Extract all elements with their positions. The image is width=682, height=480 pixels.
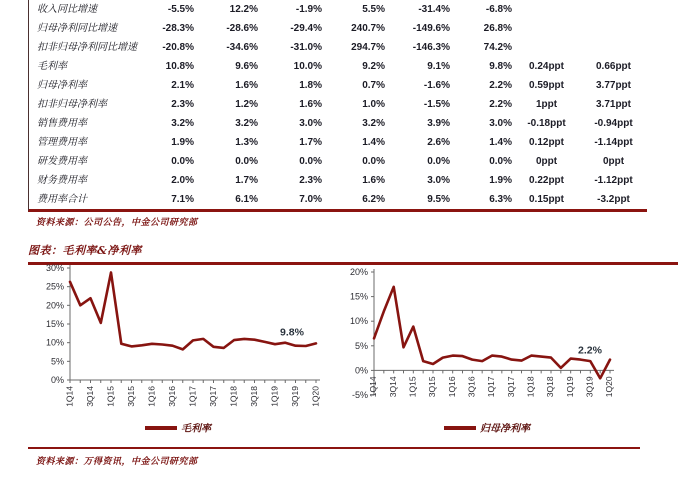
table-cell: 1.8% (299, 80, 322, 91)
table-cell: 240.7% (351, 23, 385, 34)
table-cell: -20.8% (162, 42, 194, 53)
table-cell: -149.6% (412, 23, 450, 34)
table-row (29, 95, 647, 114)
table-cell: 1.4% (489, 137, 512, 148)
y-tick-label: 5% (50, 356, 64, 367)
x-tick-label: 3Q18 (248, 386, 259, 407)
table-cell: 9.6% (235, 61, 258, 72)
x-tick-label: 3Q15 (427, 376, 438, 398)
charts-source-note: 资料来源：万得资讯，中金公司研究部 (36, 457, 198, 467)
legend-label: 毛利率 (181, 423, 211, 435)
x-tick-label: 1Q14 (368, 376, 379, 398)
table-cell: -34.6% (226, 42, 258, 53)
x-tick-label: 3Q14 (84, 386, 95, 407)
table-cell: 1.7% (299, 137, 322, 148)
legend-label: 归母净利率 (480, 423, 530, 435)
table-cell: 0.12ppt (528, 137, 564, 148)
table-cell: 9.1% (427, 61, 450, 72)
table-cell: 294.7% (351, 42, 385, 53)
table-cell: 0.0% (362, 156, 385, 167)
section-title: 图表：毛利率&净利率 (28, 244, 142, 257)
y-tick-label: 5% (354, 340, 368, 351)
table-cell: 1.6% (235, 80, 258, 91)
table-cell: 5.5% (362, 4, 385, 15)
table-cell: -31.4% (418, 4, 450, 15)
x-tick-label: 1Q16 (446, 376, 457, 398)
table-cell: -1.14ppt (594, 137, 633, 148)
y-tick-label: 15% (349, 291, 368, 302)
x-tick-label: 1Q19 (564, 376, 575, 398)
x-tick-label: 3Q18 (545, 376, 556, 398)
y-tick-label: 10% (45, 337, 64, 348)
table-cell: 3.77ppt (595, 80, 631, 91)
table-cell: 0.0% (489, 156, 512, 167)
row-label: 管理费用率 (37, 137, 87, 148)
table-row (29, 114, 647, 133)
table-cell: 2.0% (171, 175, 194, 186)
x-tick-label: 3Q14 (387, 376, 398, 398)
x-tick-label: 3Q16 (466, 376, 477, 398)
footer-divider (28, 447, 640, 449)
x-tick-label: 1Q20 (604, 376, 615, 398)
net-margin-chart (338, 260, 642, 444)
table-cell: 1.2% (235, 99, 258, 110)
table-cell: 1.4% (362, 137, 385, 148)
table-cell: -1.12ppt (594, 175, 633, 186)
table-cell: 3.71ppt (595, 99, 631, 110)
row-label: 归母净利同比增速 (37, 23, 117, 34)
table-cell: 3.0% (427, 175, 450, 186)
row-label: 财务费用率 (37, 175, 87, 186)
table-cell: 0.22ppt (528, 175, 564, 186)
table-cell: 3.2% (235, 118, 258, 129)
y-tick-label: 20% (45, 300, 64, 311)
table-cell: -1.5% (423, 99, 450, 110)
row-label: 销售费用率 (37, 118, 87, 129)
table-cell: 1.0% (362, 99, 385, 110)
series-line (374, 287, 610, 379)
row-label: 收入同比增速 (37, 4, 97, 15)
table-cell: 0.24ppt (528, 61, 564, 72)
table-cell: -6.8% (485, 4, 512, 15)
table-cell: 0.15ppt (528, 194, 564, 205)
y-tick-label: 10% (349, 316, 368, 327)
table-cell: 0ppt (535, 156, 558, 167)
metrics-table (28, 0, 647, 212)
table-cell: -5.5% (167, 4, 194, 15)
x-tick-label: 1Q16 (146, 386, 157, 407)
table-cell: 7.0% (299, 194, 322, 205)
table-row (29, 152, 647, 171)
table-row (29, 0, 647, 19)
table-cell: 1.7% (235, 175, 258, 186)
table-cell: 6.3% (489, 194, 512, 205)
x-tick-label: 1Q17 (486, 376, 497, 398)
x-tick-label: 3Q15 (125, 386, 136, 407)
table-cell: 0.0% (171, 156, 194, 167)
last-value-annotation: 2.2% (578, 344, 602, 357)
table-cell: -1.6% (423, 80, 450, 91)
table-cell: 2.2% (489, 99, 512, 110)
x-tick-label: 1Q17 (187, 386, 198, 407)
table-cell: -28.3% (162, 23, 194, 34)
table-cell: 2.2% (489, 80, 512, 91)
table-cell: 26.8% (483, 23, 512, 34)
table-cell: 10.0% (293, 61, 322, 72)
table-cell: -0.94ppt (594, 118, 633, 129)
table-cell: 2.6% (427, 137, 450, 148)
table-cell: 0.0% (427, 156, 450, 167)
table-cell: 10.8% (165, 61, 194, 72)
table-cell: -1.9% (295, 4, 322, 15)
row-label: 毛利率 (37, 61, 67, 72)
row-label: 扣非归母净利率 (37, 99, 107, 110)
x-tick-label: 1Q14 (64, 386, 75, 407)
table-cell: 0.59ppt (528, 80, 564, 91)
table-row (29, 19, 647, 38)
y-tick-label: 30% (45, 263, 64, 273)
table-source-note: 资料来源：公司公告，中金公司研究部 (36, 218, 198, 228)
x-tick-label: 1Q15 (407, 376, 418, 398)
row-label: 费用率合计 (37, 194, 87, 205)
table-cell: 7.1% (171, 194, 194, 205)
x-tick-label: 1Q15 (105, 386, 116, 407)
table-cell: 0.7% (362, 80, 385, 91)
table-cell: 3.0% (299, 118, 322, 129)
table-cell: 0ppt (602, 156, 625, 167)
table-row (29, 190, 647, 209)
table-row (29, 171, 647, 190)
y-tick-label: -5% (351, 390, 368, 400)
table-cell: 0.0% (235, 156, 258, 167)
table-cell: 9.5% (427, 194, 450, 205)
table-cell: -0.18ppt (527, 118, 566, 129)
x-tick-label: 3Q17 (207, 386, 218, 407)
y-tick-label: 0% (354, 365, 368, 376)
row-label: 研发费用率 (37, 156, 87, 167)
y-tick-label: 20% (349, 267, 368, 277)
table-row (29, 38, 647, 57)
table-cell: 6.1% (235, 194, 258, 205)
last-value-annotation: 9.8% (280, 326, 304, 339)
table-cell: -31.0% (290, 42, 322, 53)
table-cell: 9.2% (362, 61, 385, 72)
legend (145, 423, 213, 435)
table-cell: -28.6% (226, 23, 258, 34)
table-cell: 6.2% (362, 194, 385, 205)
y-tick-label: 25% (45, 281, 64, 292)
table-row (29, 133, 647, 152)
x-tick-label: 3Q16 (166, 386, 177, 407)
x-tick-label: 1Q18 (228, 386, 239, 407)
table-cell: 3.2% (171, 118, 194, 129)
table-cell: 12.2% (229, 4, 258, 15)
table-cell: 1ppt (535, 99, 558, 110)
table-cell: -146.3% (412, 42, 450, 53)
y-tick-label: 15% (45, 319, 64, 329)
table-row (29, 76, 647, 95)
axis (350, 267, 614, 400)
table-cell: 3.0% (489, 118, 512, 129)
table-cell: -29.4% (290, 23, 322, 34)
table-cell: 2.3% (299, 175, 322, 186)
row-label: 扣非归母净利同比增速 (37, 42, 137, 53)
x-tick-label: 3Q19 (584, 376, 595, 398)
table-cell: 74.2% (483, 42, 512, 53)
table-cell: 3.9% (427, 118, 450, 129)
legend (444, 423, 532, 435)
x-tick-label: 1Q19 (269, 386, 280, 407)
table-cell: 3.2% (362, 118, 385, 129)
table-cell: 2.3% (171, 99, 194, 110)
table-cell: 1.9% (171, 137, 194, 148)
table-cell: 2.1% (171, 80, 194, 91)
table-cell: -3.2ppt (597, 194, 630, 205)
gross-margin-chart (26, 260, 340, 444)
table-cell: 1.3% (235, 137, 258, 148)
table-cell: 1.6% (299, 99, 322, 110)
y-tick-label: 0% (50, 375, 64, 385)
x-tick-label: 3Q17 (505, 376, 516, 398)
table-cell: 1.6% (362, 175, 385, 186)
x-tick-label: 1Q18 (525, 376, 536, 398)
table-cell: 1.9% (489, 175, 512, 186)
row-label: 归母净利率 (37, 80, 87, 91)
table-cell: 9.8% (489, 61, 512, 72)
table-cell: 0.0% (299, 156, 322, 167)
table-cell: 0.66ppt (595, 61, 631, 72)
table-row (29, 57, 647, 76)
x-tick-label: 1Q20 (310, 386, 321, 407)
x-tick-label: 3Q19 (289, 386, 300, 407)
